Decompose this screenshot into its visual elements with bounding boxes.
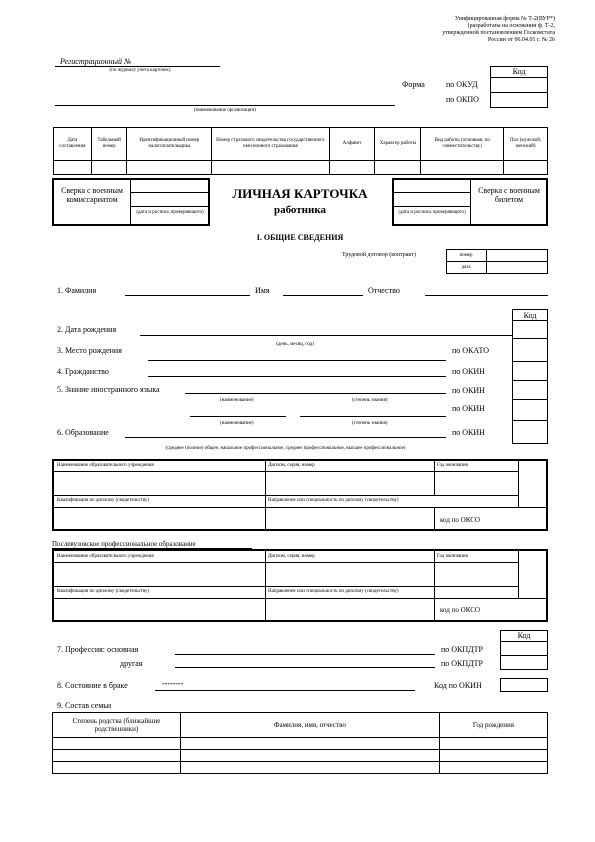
name-label: Имя — [255, 286, 270, 295]
birth-date-note: (день, месяц, год) — [276, 342, 314, 347]
okpdtr-1-label: по ОКПДТР — [441, 645, 483, 654]
card-subtitle: работника — [273, 204, 327, 216]
th-work-kind: Вид работы (основная, по совместительству) — [421, 128, 504, 161]
marriage-code-field[interactable] — [500, 678, 548, 692]
td-work-type[interactable] — [375, 161, 421, 175]
citizenship-label: 4. Гражданство — [57, 367, 109, 376]
edu2-qual: Квалификация по диплому (свидетельству) — [57, 589, 150, 594]
profession-code-header: Код — [517, 631, 531, 640]
edu2-okso: код по ОКСО — [440, 606, 480, 614]
birth-place-field[interactable] — [148, 360, 446, 361]
edu1-col1: Наименование образовательного учреждения — [57, 463, 154, 468]
th-work-type: Характер работы — [375, 128, 421, 161]
family-cell[interactable] — [439, 738, 547, 750]
edu1-okso: код по ОКСО — [440, 516, 480, 524]
family-title: 9. Состав семьи — [57, 701, 112, 710]
marriage-value[interactable]: -------- — [162, 679, 184, 688]
section1-title: I. ОБЩИЕ СВЕДЕНИЯ — [256, 233, 344, 242]
registration-note: (по журналу учета карточек) — [109, 68, 171, 73]
okin-3-label: по ОКИН — [452, 404, 485, 413]
form-label: Форма — [402, 80, 425, 89]
th-snils: Номер страхового свидетельства государственного пенсионного страхования — [212, 128, 329, 161]
education-note: (среднее (полное) общее, начальное профессиональное, среднее профессиональное, высшее профессиональное) — [165, 446, 406, 451]
surname-label: 1. Фамилия — [57, 286, 97, 295]
approval-line-4: России от 06.04.01 г. № 26 — [487, 37, 555, 43]
td-sex[interactable] — [504, 161, 548, 175]
codes-header: Код — [512, 67, 526, 76]
lang-name-note-2: (наименование) — [220, 421, 254, 426]
okin-1-label: по ОКИН — [452, 367, 485, 376]
profession-other-field[interactable] — [175, 667, 435, 668]
profession-other-label: другая — [120, 659, 143, 668]
registration-label: Регистрационный № — [60, 57, 132, 66]
military-check-note: (дата и роспись проверяющего) — [136, 210, 204, 215]
td-date[interactable] — [54, 161, 92, 175]
marriage-label: 8. Состояние в браке — [57, 681, 128, 690]
language-1-field[interactable] — [185, 393, 446, 394]
okpdtr-2-label: по ОКПДТР — [441, 659, 483, 668]
family-cell[interactable] — [180, 750, 439, 762]
edu2-col2: Диплом, серия, номер — [268, 554, 315, 559]
military-id-label: Сверка с военным билетом — [478, 186, 540, 204]
lang-level-note-1: (степень знания) — [352, 398, 388, 403]
birth-date-field[interactable] — [140, 335, 512, 336]
edu2-col1: Наименование образовательного учреждения — [57, 554, 154, 559]
family-col-year: Год рождения — [439, 713, 547, 738]
td-tabnum[interactable] — [91, 161, 127, 175]
contract-date-label: дата — [461, 265, 471, 270]
approval-line-2: (разработана на основании ф. Т-2, — [467, 23, 555, 29]
approval-line-1: Унифицированная форма № Т-2(ВУР*) — [454, 16, 555, 22]
family-cell[interactable] — [439, 750, 547, 762]
languages-label: 5. Знание иностранного языка — [57, 385, 160, 394]
family-col-name: Фамилия, имя, отчество — [180, 713, 439, 738]
patronymic-field[interactable] — [425, 295, 548, 296]
education-field[interactable] — [125, 437, 446, 438]
okpo-label: по ОКПО — [446, 95, 479, 104]
td-work-kind[interactable] — [421, 161, 504, 175]
td-inn[interactable] — [127, 161, 212, 175]
edu2-col3: Год окончания — [437, 554, 468, 559]
edu1-col2: Диплом, серия, номер — [268, 463, 315, 468]
family-cell[interactable] — [439, 762, 547, 774]
profession-main-label: 7. Профессия: основная — [57, 645, 139, 654]
postgrad-title: Послевузовское профессиональное образование — [52, 540, 196, 548]
contract-number-label: номер — [459, 253, 473, 258]
language-2-level-field[interactable] — [300, 416, 446, 417]
card-title: ЛИЧНАЯ КАРТОЧКА — [232, 186, 368, 201]
okud-label: по ОКУД — [446, 80, 478, 89]
surname-field[interactable] — [125, 295, 250, 296]
okin-2-label: по ОКИН — [452, 386, 485, 395]
family-col-relation: Степень родства (ближайшие родственники) — [53, 713, 181, 738]
th-date: Дата составления — [54, 128, 92, 161]
military-id-note: (дата и роспись проверяющего) — [398, 210, 466, 215]
family-cell[interactable] — [53, 750, 181, 762]
birth-date-label: 2. Дата рождения — [57, 325, 117, 334]
edu1-col3: Год окончания — [437, 463, 468, 468]
approval-line-3: утвержденной постановлением Госкомстата — [442, 30, 555, 36]
org-name-note: (наименование организации) — [194, 108, 256, 113]
approval-header — [395, 16, 555, 44]
edu2-direction: Направление или специальность по диплому (свидетельству) — [268, 589, 399, 594]
okato-label: по ОКАТО — [452, 346, 490, 355]
edu1-direction: Направление или специальность по диплому (свидетельству) — [268, 498, 399, 503]
family-cell[interactable] — [180, 762, 439, 774]
lang-name-note-1: (наименование) — [220, 398, 254, 403]
family-table — [52, 712, 548, 774]
edu1-qual: Квалификация по диплому (свидетельству) — [57, 498, 150, 503]
okin-4-label: по ОКИН — [452, 428, 485, 437]
birth-place-label: 3. Место рождения — [57, 346, 122, 355]
language-2-name-field[interactable] — [190, 416, 286, 417]
contract-label: Трудовой договор (контракт) — [342, 252, 416, 258]
patronymic-label: Отчество — [368, 286, 400, 295]
code-column-header: Код — [523, 311, 537, 320]
code-column — [512, 309, 548, 444]
lang-level-note-2: (степень знания) — [352, 421, 388, 426]
th-tabnum: Табельный номер — [91, 128, 127, 161]
family-cell[interactable] — [53, 738, 181, 750]
citizenship-field[interactable] — [148, 376, 446, 377]
family-cell[interactable] — [180, 738, 439, 750]
th-alphabet: Алфавит — [329, 128, 375, 161]
family-cell[interactable] — [53, 762, 181, 774]
marriage-okin-label: Код по ОКИН — [434, 681, 482, 690]
name-field[interactable] — [283, 295, 363, 296]
top-table — [53, 127, 548, 175]
td-snils[interactable] — [212, 161, 329, 175]
td-alphabet[interactable] — [329, 161, 375, 175]
profession-main-field[interactable] — [175, 654, 435, 655]
th-inn: Идентификационный номер налогоплательщика — [127, 128, 212, 161]
military-check-label: Сверка с военным комиссариатом — [61, 186, 123, 204]
org-name-line[interactable] — [55, 105, 395, 106]
education-label: 6. Образование — [57, 428, 109, 437]
th-sex: Пол (мужской, женский) — [504, 128, 548, 161]
